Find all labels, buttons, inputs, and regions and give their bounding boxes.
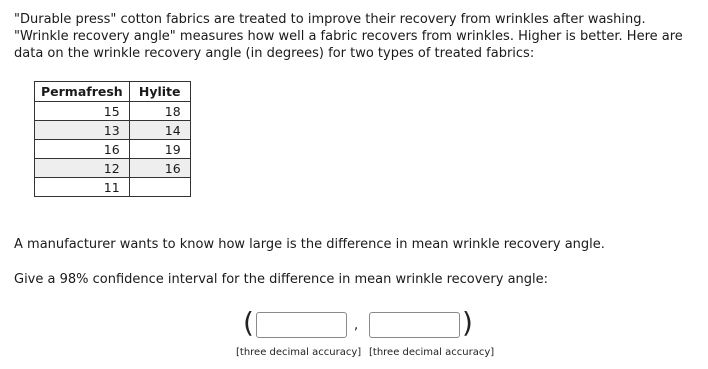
table-row	[35, 159, 191, 178]
hylite-cell	[129, 178, 190, 197]
upper-bound-hint: [three decimal accuracy]	[369, 347, 495, 358]
confidence-interval-prompt: Give a 98% confidence interval for the difference in mean wrinkle recovery angle:	[14, 272, 549, 287]
hylite-cell: 19	[129, 140, 190, 159]
table-row	[35, 121, 191, 140]
hylite-cell: 16	[129, 159, 190, 178]
lower-bound-input[interactable]	[256, 312, 347, 338]
permafresh-cell: 13	[35, 121, 130, 140]
table-row	[35, 178, 191, 197]
hylite-cell: 14	[129, 121, 190, 140]
table-row	[35, 102, 191, 121]
column-header-hylite: Hylite	[129, 82, 190, 102]
open-paren: (	[243, 306, 254, 339]
table-header-row	[35, 82, 191, 102]
fabric-data-table	[34, 81, 191, 197]
column-header-permafresh: Permafresh	[35, 82, 130, 102]
problem-intro: "Durable press" cotton fabrics are treated to improve their recovery from wrinkles after washing. "Wrinkle recovery angle" measures how well a fabric recovers from wrinkles. Higher is better. Here are data on the wrinkle recovery angle (in degrees) for two types of treated fabrics:	[14, 12, 683, 61]
upper-bound-input[interactable]	[369, 312, 460, 338]
permafresh-cell: 16	[35, 140, 130, 159]
permafresh-cell: 15	[35, 102, 130, 121]
hylite-cell: 18	[129, 102, 190, 121]
permafresh-cell: 11	[35, 178, 130, 197]
table-row	[35, 140, 191, 159]
interval-separator: ,	[354, 318, 359, 333]
question-text: A manufacturer wants to know how large is the difference in mean wrinkle recovery angle.	[14, 237, 605, 252]
lower-bound-hint: [three decimal accuracy]	[236, 347, 362, 358]
close-paren: )	[462, 306, 473, 339]
permafresh-cell: 12	[35, 159, 130, 178]
